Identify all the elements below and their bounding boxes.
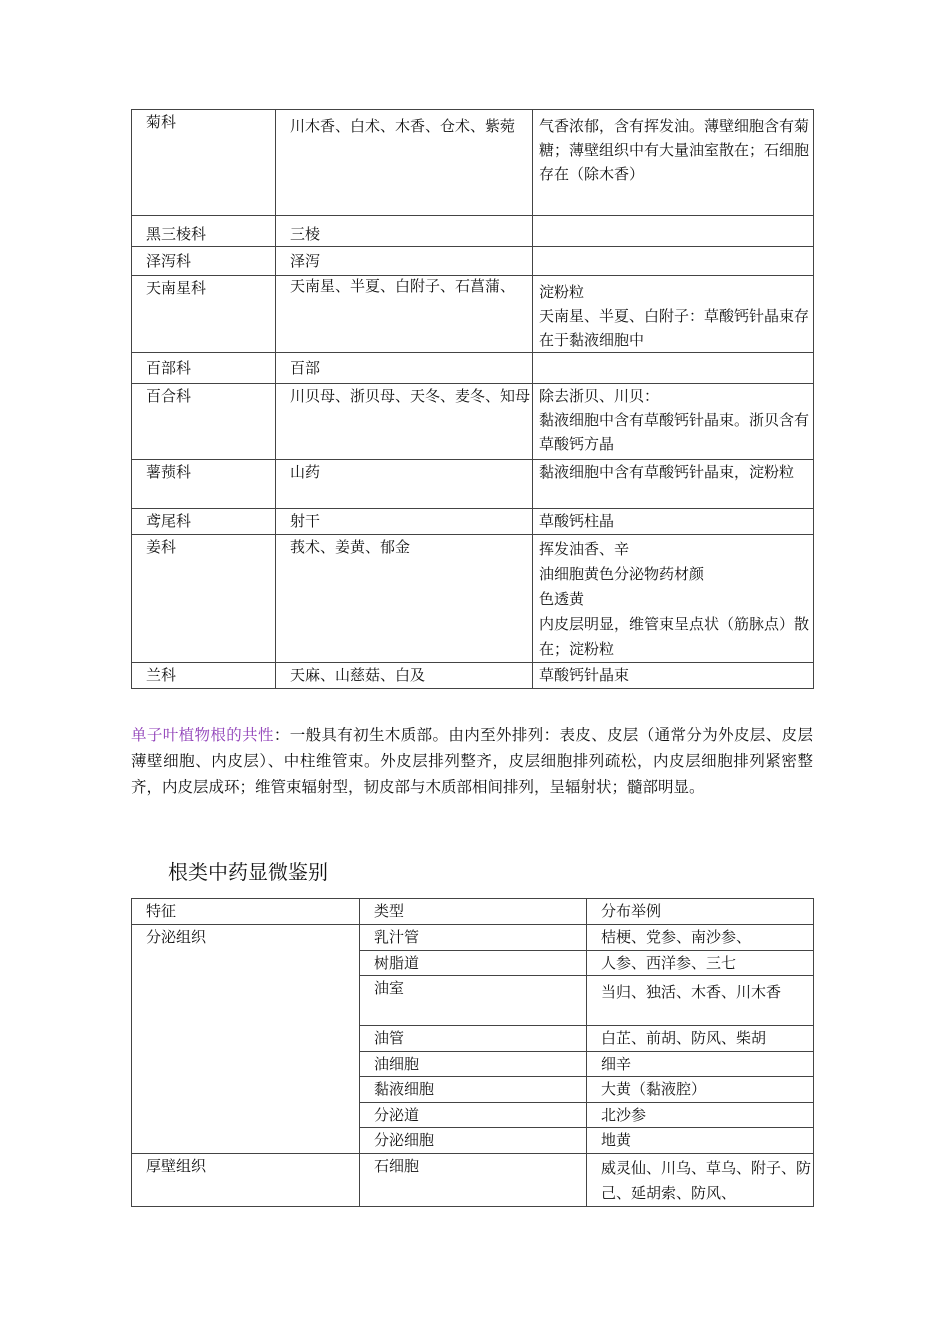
table-row [132,509,814,535]
header-type: 类型 [360,899,587,925]
section-title: 根类中药显微鉴别 [168,860,328,884]
type-cell: 黏液细胞 [360,1077,587,1103]
header-row [132,899,814,925]
examples-cell: 北沙参 [587,1103,814,1128]
examples-cell: 人参、西洋参、三七 [587,951,814,976]
paragraph-highlight: 单子叶植物根的共性 [131,726,274,744]
drugs-cell: 川木香、白术、木香、仓术、紫菀 [276,110,533,216]
drugs-cell: 百部 [276,353,533,384]
drugs-cell: 山药 [276,460,533,509]
drugs-cell: 天麻、山慈菇、白及 [276,663,533,689]
drugs-cell: 射干 [276,509,533,535]
table-row [132,276,814,353]
table-row [132,384,814,460]
examples-cell: 当归、独活、木香、川木香 [587,976,814,1026]
family-cell: 天南星科 [132,276,276,353]
table-row [132,353,814,384]
notes-cell: 淀粉粒 天南星、半夏、白附子：草酸钙针晶束存在于黏液细胞中 [533,276,814,353]
notes-cell [533,247,814,276]
header-feature: 特征 [132,899,360,925]
table-row [132,110,814,216]
type-cell: 石细胞 [360,1154,587,1207]
notes-cell: 挥发油香、辛 油细胞黄色分泌物药材颜 色透黄 内皮层明显，维管束呈点状（筋脉点）散在；淀粉粒 [533,535,814,663]
notes-cell: 草酸钙柱晶 [533,509,814,535]
notes-cell: 草酸钙针晶束 [533,663,814,689]
family-cell: 姜科 [132,535,276,663]
table-row [132,460,814,509]
family-cell: 薯蓣科 [132,460,276,509]
type-cell: 分泌细胞 [360,1128,587,1154]
examples-cell: 地黄 [587,1128,814,1154]
examples-cell: 细辛 [587,1052,814,1077]
type-cell: 油细胞 [360,1052,587,1077]
examples-cell: 大黄（黏液腔） [587,1077,814,1103]
family-cell: 泽泻科 [132,247,276,276]
type-cell: 树脂道 [360,951,587,976]
table-row [132,247,814,276]
examples-cell: 桔梗、党参、南沙参、 [587,925,814,951]
drugs-cell: 天南星、半夏、白附子、石菖蒲、 [276,276,533,353]
monocot-root-paragraph [131,722,813,800]
table-row [132,663,814,689]
micro-table [131,898,814,1207]
type-cell: 油室 [360,976,587,1026]
examples-cell: 威灵仙、川乌、草乌、附子、防己、延胡索、防风、 [587,1154,814,1207]
drugs-cell: 莪术、姜黄、郁金 [276,535,533,663]
type-cell: 乳汁管 [360,925,587,951]
notes-cell: 黏液细胞中含有草酸钙针晶束，淀粉粒 [533,460,814,509]
paragraph-text: ：一般具有初生木质部。由内至外排列：表皮、皮层（通常分为外皮层、皮层薄壁细胞、内皮层）、中柱维管束。外皮层排列整齐，皮层细胞排列疏松，内皮层细胞排列紧密整齐，内皮层成环；维管束辐射型，韧皮部与木质部相间排列，呈辐射状；髓部明显。 [131,726,813,796]
table-row [132,925,814,951]
family-cell: 百部科 [132,353,276,384]
family-cell: 菊科 [132,110,276,216]
feature-cell: 厚壁组织 [132,1154,360,1207]
notes-cell: 除去浙贝、川贝： 黏液细胞中含有草酸钙针晶束。浙贝含有草酸钙方晶 [533,384,814,460]
notes-cell [533,353,814,384]
family-cell: 鸢尾科 [132,509,276,535]
family-cell: 百合科 [132,384,276,460]
drugs-cell: 泽泻 [276,247,533,276]
family-cell: 黑三棱科 [132,216,276,247]
table-row [132,535,814,663]
examples-cell: 白芷、前胡、防风、柴胡 [587,1026,814,1052]
notes-cell [533,216,814,247]
type-cell: 油管 [360,1026,587,1052]
table-row [132,216,814,247]
drugs-cell: 三棱 [276,216,533,247]
feature-cell: 分泌组织 [132,925,360,1154]
header-examples: 分布举例 [587,899,814,925]
type-cell: 分泌道 [360,1103,587,1128]
drugs-cell: 川贝母、浙贝母、天冬、麦冬、知母 [276,384,533,460]
family-table [131,109,814,689]
table-row [132,1154,814,1207]
notes-cell: 气香浓郁，含有挥发油。薄壁细胞含有菊糖；薄壁组织中有大量油室散在；石细胞存在（除木香） [533,110,814,216]
family-cell: 兰科 [132,663,276,689]
